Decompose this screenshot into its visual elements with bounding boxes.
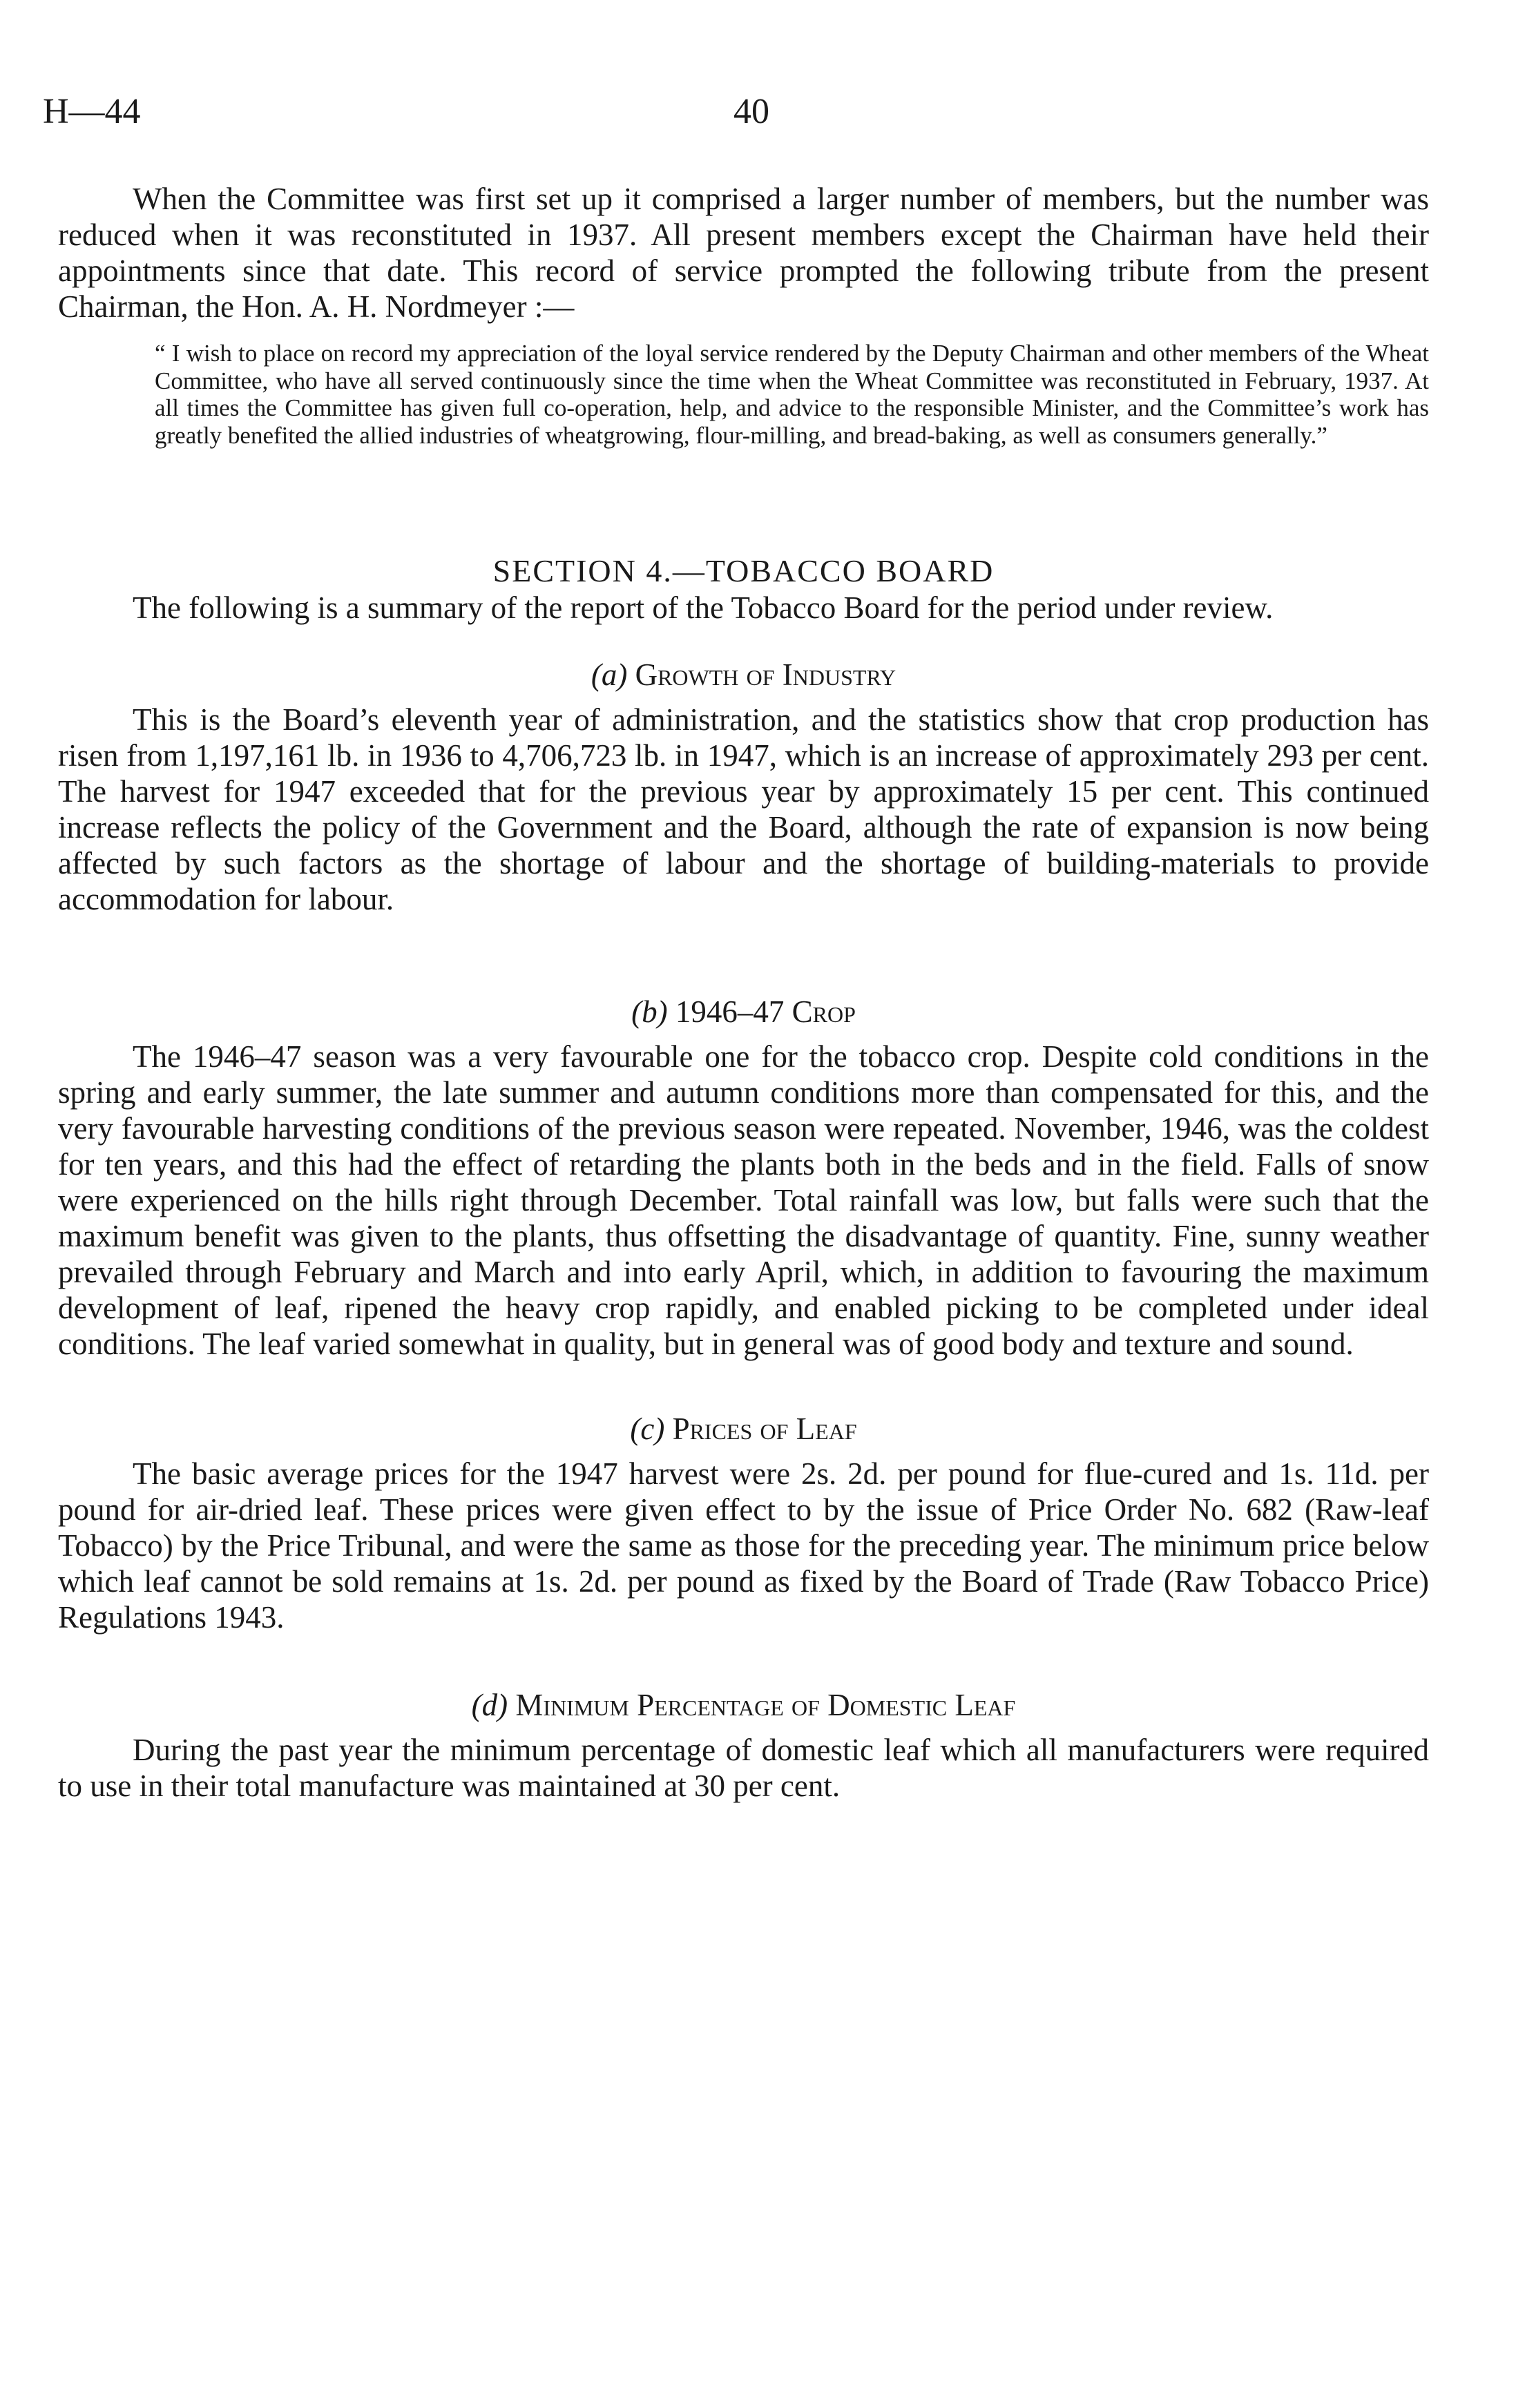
document-reference: H—44 xyxy=(43,92,141,131)
subsection-heading-crop xyxy=(58,993,1429,1030)
chairman-tribute-quote: “ I wish to place on record my appreciation of the loyal service rendered by the Deputy Chairman and other members of the Wheat Committee, who have all served continuously since the time when the Wheat Committee was reconstituted in February, 1937. At all times the Committee has given full co-operation, help, and advice to the responsible Minister, and the Committee’s work has greatly benefited the allied industries of wheatgrowing, flour-milling, and bread-baking, as well as consumers generally.” xyxy=(155,340,1429,449)
subsection-heading-growth xyxy=(58,656,1429,693)
subsection-letter: (c) xyxy=(630,1412,665,1446)
section-title: SECTION 4.—TOBACCO BOARD xyxy=(492,553,995,588)
subsection-body-domestic-leaf: During the past year the minimum percentage of domestic leaf which all manufacturers were required to use in their total manufacture was maintained at 30 per cent. xyxy=(58,1733,1429,1803)
subsection-body-growth: This is the Board’s eleventh year of administration, and the statistics show that crop production has risen from 1,197,161 lb. in 1936 to 4,706,723 lb. in 1947, which is an increase of approximately 293 per cent. The harvest for 1947 exceeded that for the previous year by approximately 15 per cent. This continued increase reflects the policy of the Government and the Board, although the rate of expansion is now being affected by such factors as the shortage of labour and the shortage of building-materials to provide accommodation for labour. xyxy=(58,702,1429,916)
section-intro: The following is a summary of the report of the Tobacco Board for the period under review. xyxy=(133,590,1274,625)
subsection-body-crop: The 1946–47 season was a very favourable one for the tobacco crop. Despite cold conditions in the spring and early summer, the late summer and autumn conditions more than compensated for this, and the very favourable harvesting conditions of the previous season were repeated. November, 1946, was the coldest for ten years, and this had the effect of retarding the plants both in the beds and in the field. Falls of snow were experienced on the hills right through December. Total rainfall was low, but falls were such that the maximum benefit was given to the plants, thus offsetting the disadvantage of quantity. Fine, sunny weather prevailed through February and March and into early April, which, in addition to favouring the maximum development of leaf, ripened the heavy crop rapidly, and enabled picking to be completed under ideal conditions. The leaf varied somewhat in quality, but in general was of good body and texture and sound. xyxy=(58,1039,1429,1361)
subsection-letter: (d) xyxy=(471,1688,508,1722)
subsection-body-prices: The basic average prices for the 1947 harvest were 2s. 2d. per pound for flue-cured and 1s. 11d. per pound for air-dried leaf. These prices were given effect to by the issue of Price Order No. 682 (Raw-leaf Tobacco) by the Price Tribunal, and were the same as those for the preceding year. The minimum price below which leaf cannot be sold remains at 1s. 2d. per pound as fixed by the Board of Trade (Raw Tobacco Price) Regulations 1943. xyxy=(58,1456,1429,1635)
page-header xyxy=(43,91,1479,146)
page-number: 40 xyxy=(733,92,769,131)
subsection-title: Growth of Industry xyxy=(635,657,896,692)
intro-paragraph: When the Committee was first set up it comprised a larger number of members, but the number was reduced when it was reconstituted in 1937. All present members except the Chairman have held their appointments since that date. This record of service prompted the following tribute from the present Chairman, the Hon. A. H. Nordmeyer :— xyxy=(58,182,1429,324)
page-body xyxy=(58,181,1429,1804)
subsection-letter: (b) xyxy=(631,994,668,1029)
subsection-heading-domestic-leaf xyxy=(58,1686,1429,1724)
subsection-letter: (a) xyxy=(591,657,628,692)
subsection-title: Minimum Percentage of Domestic Leaf xyxy=(515,1688,1016,1722)
subsection-title: Prices of Leaf xyxy=(672,1412,857,1446)
subsection-title: 1946–47 Crop xyxy=(675,994,856,1029)
subsection-heading-prices xyxy=(58,1410,1429,1447)
